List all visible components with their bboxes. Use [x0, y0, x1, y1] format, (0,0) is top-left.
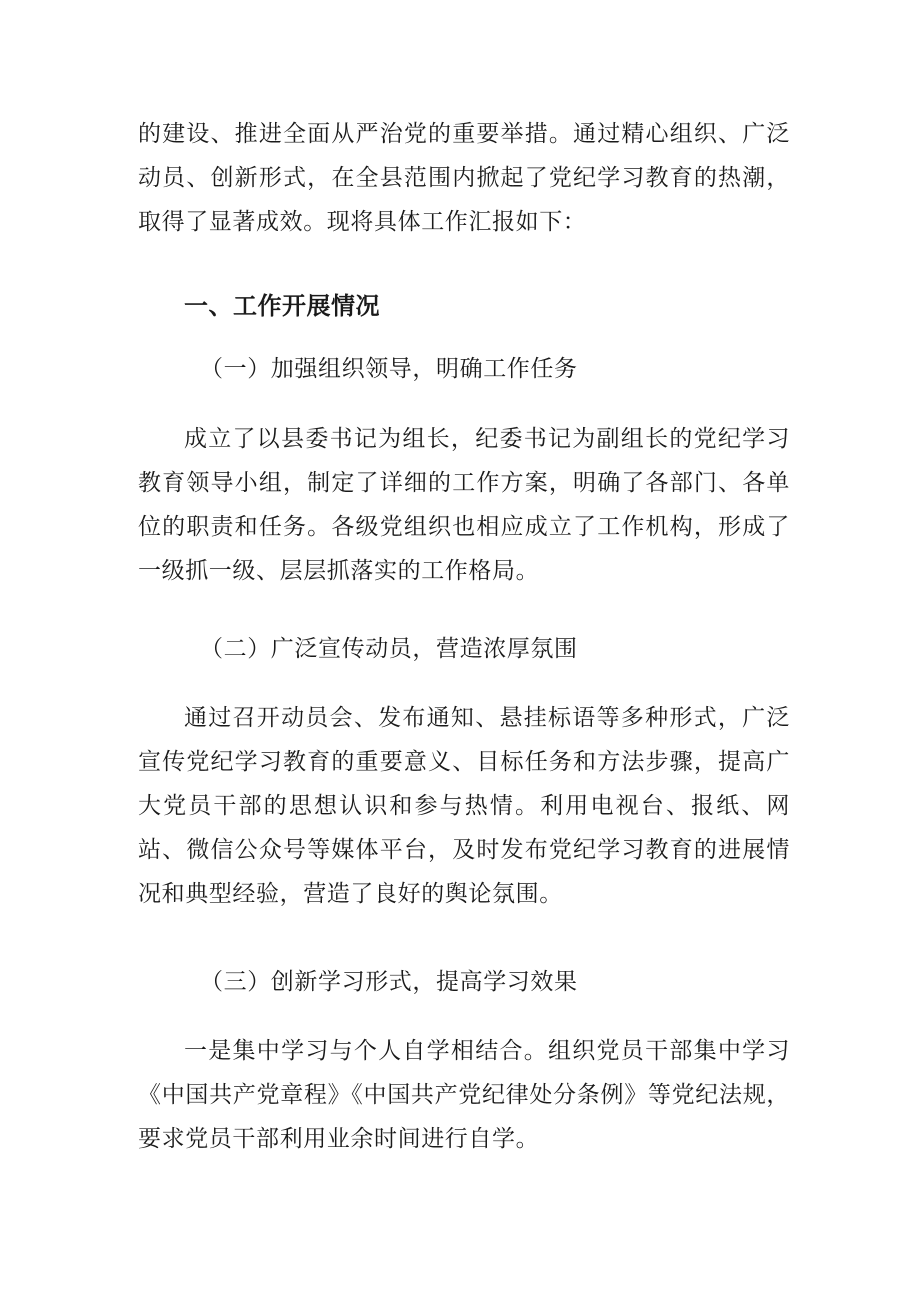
- paragraph-publicity: 通过召开动员会、发布通知、悬挂标语等多种形式，广泛宣传党纪学习教育的重要意义、目标任务和方法步骤，提高广大党员干部的思想认识和参与热情。利用电视台、报纸、网站、微信公众号等媒体平台，及时发布党纪学习教育的进展情况和典型经验，营造了良好的舆论氛围。: [138, 705, 790, 907]
- paragraph-organization: 成立了以县委书记为组长，纪委书记为副组长的党纪学习教育领导小组，制定了详细的工作方案，明确了各部门、各单位的职责和任务。各级党组织也相应成立了工作机构，形成了一级抓一级、层层抓落实的工作格局。: [138, 426, 790, 584]
- paragraph-learning-forms: 一是集中学习与个人自学相结合。组织党员干部集中学习《中国共产党章程》《中国共产党纪律处分条例》等党纪法规，要求党员干部利用业余时间进行自学。: [138, 1038, 790, 1152]
- section-heading-work-progress: 一、工作开展情况: [184, 292, 380, 320]
- subsection-title-learning-forms: （三）创新学习形式，提高学习效果: [200, 969, 578, 995]
- intro-paragraph: 的建设、推进全面从严治党的重要举措。通过精心组织、广泛动员、创新形式，在全县范围内掀起了党纪学习教育的热潮，取得了显著成效。现将具体工作汇报如下：: [138, 121, 790, 235]
- subsection-title-organization: （一）加强组织领导，明确工作任务: [200, 356, 578, 382]
- subsection-title-publicity: （二）广泛宣传动员，营造浓厚氛围: [200, 636, 578, 662]
